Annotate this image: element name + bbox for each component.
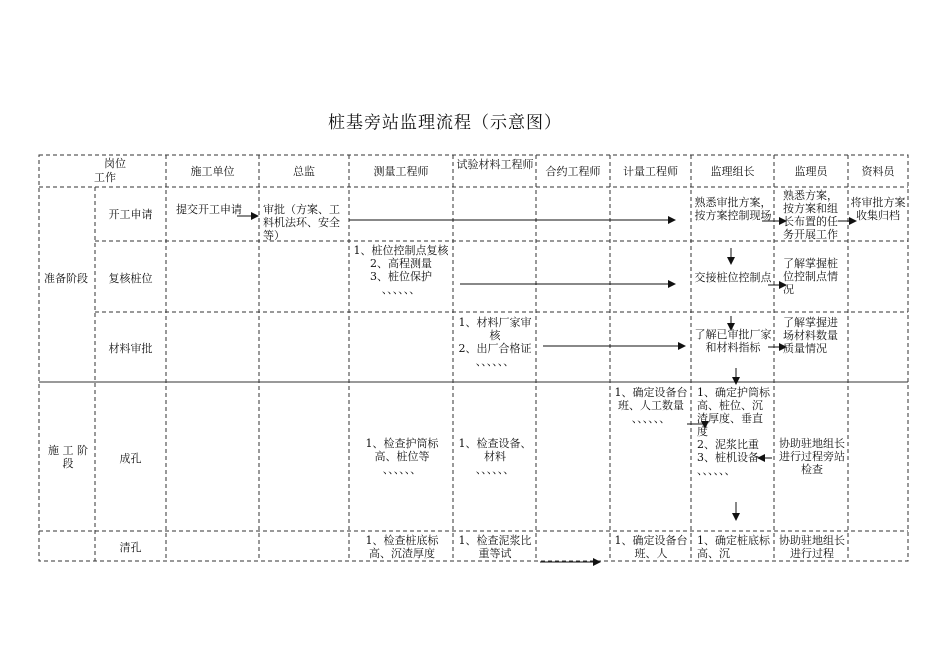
col-header-survey: 测量工程师 (373, 165, 429, 178)
phase-prep: 准备阶段 (44, 272, 88, 285)
corner-header-top: 岗位 (104, 157, 126, 170)
cell-r4-survey: 1、检查护筒标高、桩位等 、、、、、、 (365, 437, 439, 476)
col-header-archivist: 资料员 (861, 165, 895, 178)
task-hole-cleaning: 清孔 (119, 541, 142, 554)
task-material-approval: 材料审批 (108, 342, 153, 355)
cell-r1-archivist: 将审批方案收集归档 (850, 196, 906, 222)
cell-r2-leader: 交接桩位控制点 (694, 271, 772, 284)
phase-construction: 施 工 阶 段 (48, 444, 88, 470)
cell-r5-measure: 1、确定设备台班、人 (614, 534, 688, 560)
cell-r5-leader: 1、确定桩底标高、沉 (697, 534, 770, 560)
page-title: 桩基旁站监理流程（示意图） (328, 113, 562, 133)
cell-r5-test: 1、检查泥浆比重等试 (458, 534, 532, 560)
cell-r3-leader: 了解已审批厂家和材料指标 (694, 328, 772, 354)
col-header-test: 试验材料工程师 (456, 158, 534, 171)
cell-r2-supervisor: 了解掌握桩位控制点情况 (783, 257, 838, 296)
cell-r4-leader: 1、确定护筒标高、桩位、沉渣厚度、垂直度 2、泥浆比重 3、桩机设备 、、、、、、 (697, 386, 770, 477)
cell-r1-contractor: 提交开工申请 (176, 203, 242, 216)
cell-r5-supervisor: 协助驻地组长进行过程 (779, 534, 845, 560)
col-header-director: 总监 (293, 165, 315, 178)
cell-r1-leader: 熟悉审批方案，按方案控制现场 (694, 196, 772, 222)
col-header-measure: 计量工程师 (623, 165, 678, 178)
col-header-contract: 合约工程师 (545, 165, 601, 178)
cell-r4-supervisor: 协助驻地组长进行过程旁站检查 (779, 437, 845, 476)
cell-r1-supervisor: 熟悉方案，按方案和组长布置的任务开展工作 (783, 189, 838, 241)
cell-r4-test: 1、检查设备、材料 、、、、、、 (458, 437, 532, 476)
cell-r3-supervisor: 了解掌握进场材料数量质量情况 (783, 316, 838, 355)
corner-header-bottom: 工作 (94, 171, 116, 184)
task-start-application: 开工申请 (108, 208, 153, 221)
col-header-supervisor: 监理员 (794, 165, 828, 178)
cell-r3-test: 1、材料厂家审核 2、出厂合格证 、、、、、、 (458, 316, 532, 368)
task-hole-forming: 成孔 (119, 452, 142, 465)
task-verify-pile-position: 复核桩位 (108, 272, 153, 285)
col-header-leader: 监理组长 (710, 165, 755, 178)
col-header-contractor: 施工单位 (190, 165, 235, 178)
cell-r1-director: 审批（方案、工料机法环、安全等） (263, 203, 340, 242)
cell-r5-survey: 1、检查桩底标高、沉渣厚度 (365, 534, 439, 560)
cell-r4-measure: 1、确定设备台班、人工数量 、、、、、、 (614, 386, 688, 425)
cell-r2-survey: 1、桩位控制点复核 2、高程测量 3、桩位保护 、、、、、、 (353, 244, 449, 296)
